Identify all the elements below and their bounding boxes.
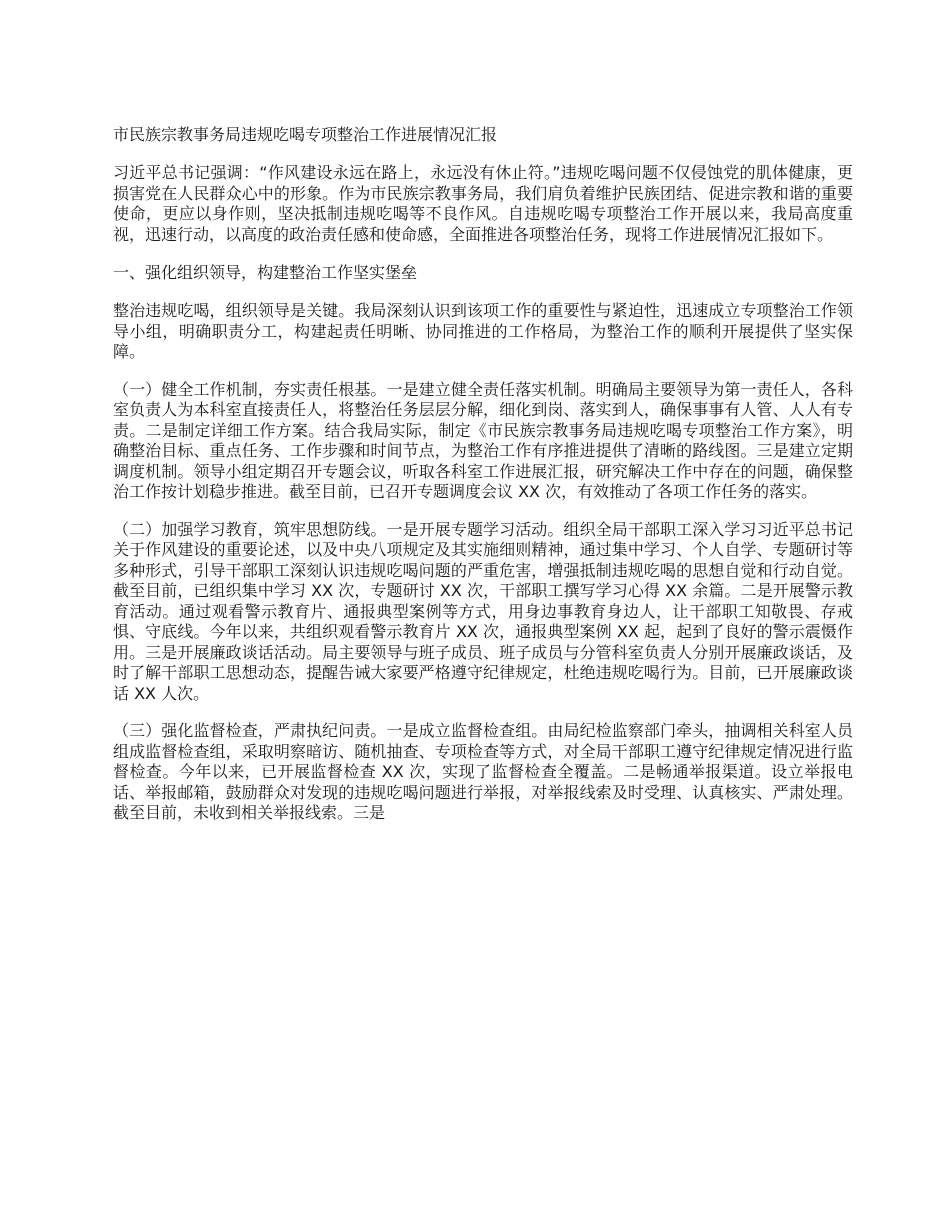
- intro-paragraph: 习近平总书记强调：“作风建设永远在路上，永远没有休止符。”违规吃喝问题不仅侵蚀党的肌体健康，更损害党在人民群众心中的形象。作为市民族宗教事务局，我们肩负着维护民族团结、促进宗教和谐的重要使命，更应以身作则，坚决抵制违规吃喝等不良作风。自违规吃喝专项整治工作开展以来，我局高度重视，迅速行动，以高度的政治责任感和使命感，全面推进各项整治任务，现将工作进展情况汇报如下。: [113, 163, 853, 244]
- document-page: [113, 124, 853, 841]
- section-heading: 一、强化组织领导，构建整治工作坚实堡垒: [113, 263, 418, 282]
- document-title: 市民族宗教事务局违规吃喝专项整治工作进展情况汇报: [113, 125, 498, 144]
- item-paragraph-3: （三）强化监督检查，严肃执纪问责。一是成立监督检查组。由局纪检监察部门牵头，抽调相关科室人员组成监督检查组，采取明察暗访、随机抽查、专项检查等方式，对全局干部职工遵守纪律规定情况进行监督检查。今年以来，已开展监督检查 XX 次，实现了监督检查全覆盖。二是畅通举报渠道。设立举报电话、举报邮箱，鼓励群众对发现的违规吃喝问题进行举报，对举报线索及时受理、认真核实、严肃处理。截至目前，未收到相关举报线索。三是: [113, 721, 853, 822]
- item-paragraph-2: （二）加强学习教育，筑牢思想防线。一是开展专题学习活动。组织全局干部职工深入学习习近平总书记关于作风建设的重要论述，以及中央八项规定及其实施细则精神，通过集中学习、个人自学、专题研讨等多种形式，引导干部职工深刻认识违规吃喝问题的严重危害，增强抵制违规吃喝的思想自觉和行动自觉。截至目前，已组织集中学习 XX 次，专题研讨 XX 次，干部职工撰写学习心得 XX 余篇。二是开展警示教育活动。通过观看警示教育片、通报典型案例等方式，用身边事教育身边人，让干部职工知敬畏、存戒惧、守底线。今年以来，共组织观看警示教育片 XX 次，通报典型案例 XX 起，起到了良好的警示震慑作用。三是开展廉政谈话活动。局主要领导与班子成员、班子成员与分管科室负责人分别开展廉政谈话，及时了解干部职工思想动态，提醒告诫大家要严格遵守纪律规定，杜绝违规吃喝行为。目前，已开展廉政谈话 XX 人次。: [113, 519, 853, 703]
- section-paragraph: 整治违规吃喝，组织领导是关键。我局深刻认识到该项工作的重要性与紧迫性，迅速成立专项整治工作领导小组，明确职责分工，构建起责任明晰、协同推进的工作格局，为整治工作的顺利开展提供了坚实保障。: [113, 301, 853, 361]
- item-paragraph-1: （一）健全工作机制，夯实责任根基。一是建立健全责任落实机制。明确局主要领导为第一责任人，各科室负责人为本科室直接责任人，将整治任务层层分解，细化到岗、落实到人，确保事事有人管、人人有专责。二是制定详细工作方案。结合我局实际，制定《市民族宗教事务局违规吃喝专项整治工作方案》，明确整治目标、重点任务、工作步骤和时间节点，为整治工作有序推进提供了清晰的路线图。三是建立定期调度机制。领导小组定期召开专题会议，听取各科室工作进展汇报，研究解决工作中存在的问题，确保整治工作按计划稳步推进。截至目前，已召开专题调度会议 XX 次，有效推动了各项工作任务的落实。: [113, 379, 853, 501]
